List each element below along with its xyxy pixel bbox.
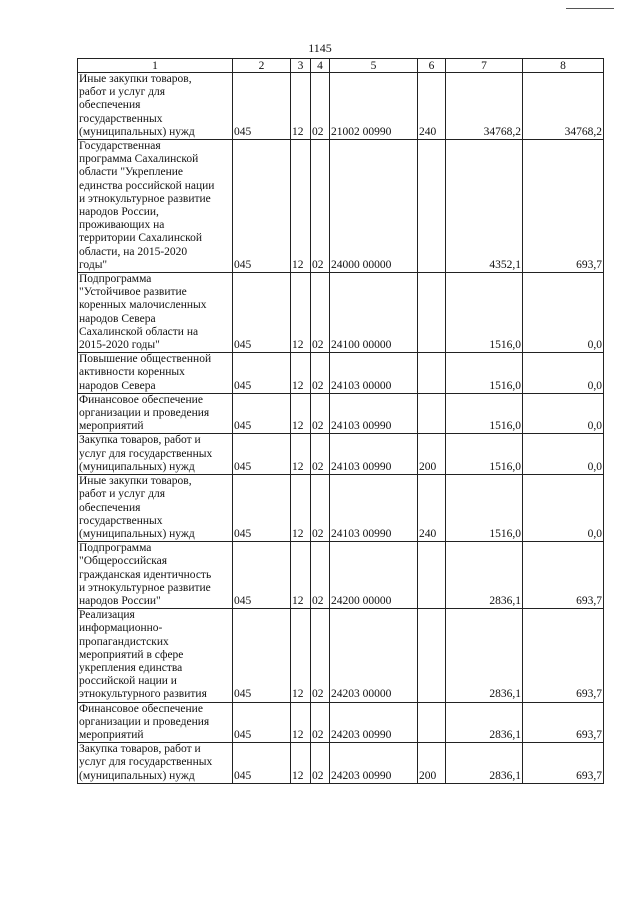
row-amount-col8: 0,0 — [523, 475, 604, 542]
row-section-code: 12 — [291, 542, 311, 609]
row-section-code: 12 — [291, 743, 311, 784]
row-subsection-code: 02 — [311, 353, 330, 394]
row-subsection-code: 02 — [311, 393, 330, 434]
row-amount-col8: 693,7 — [523, 140, 604, 273]
header-col-8: 8 — [523, 59, 604, 73]
table-header — [78, 59, 604, 73]
row-amount-col8: 0,0 — [523, 273, 604, 353]
row-department-code: 045 — [233, 743, 291, 784]
row-amount-col8: 34768,2 — [523, 73, 604, 140]
row-subsection-code: 02 — [311, 609, 330, 702]
table-row — [78, 702, 604, 743]
row-name: Иные закупки товаров, работ и услуг для обеспечения государственных (муниципальных) нужд — [78, 73, 233, 140]
row-name: Закупка товаров, работ и услуг для государственных (муниципальных) нужд — [78, 434, 233, 475]
row-expense-type-code: 200 — [418, 434, 446, 475]
header-col-1: 1 — [78, 59, 233, 73]
row-department-code: 045 — [233, 542, 291, 609]
table-row — [78, 140, 604, 273]
row-section-code: 12 — [291, 702, 311, 743]
page-number: 1145 — [308, 41, 332, 55]
row-target-article-code: 24103 00990 — [330, 393, 418, 434]
row-amount-col8: 693,7 — [523, 609, 604, 702]
row-section-code: 12 — [291, 353, 311, 394]
header-col-3: 3 — [291, 59, 311, 73]
table-row — [78, 273, 604, 353]
row-section-code: 12 — [291, 393, 311, 434]
row-name: Закупка товаров, работ и услуг для государственных (муниципальных) нужд — [78, 743, 233, 784]
row-department-code: 045 — [233, 140, 291, 273]
row-target-article-code: 24203 00990 — [330, 702, 418, 743]
budget-table — [77, 58, 604, 784]
row-amount-col7: 1516,0 — [446, 475, 523, 542]
row-name: Подпрограмма "Устойчивое развитие коренных малочисленных народов Севера Сахалинской области на 2015-2020 годы" — [78, 273, 233, 353]
row-amount-col7: 1516,0 — [446, 273, 523, 353]
table-row — [78, 609, 604, 702]
row-amount-col8: 0,0 — [523, 353, 604, 394]
row-expense-type-code: 200 — [418, 743, 446, 784]
row-subsection-code: 02 — [311, 140, 330, 273]
row-expense-type-code — [418, 542, 446, 609]
row-department-code: 045 — [233, 353, 291, 394]
row-target-article-code: 24100 00000 — [330, 273, 418, 353]
row-name: Государственная программа Сахалинской области "Укрепление единства российской нации и этнокультурное развитие народов России, проживающих на территории Сахалинской области, на 2015-2020 годы" — [78, 140, 233, 273]
row-amount-col7: 1516,0 — [446, 353, 523, 394]
row-amount-col8: 693,7 — [523, 702, 604, 743]
header-col-5: 5 — [330, 59, 418, 73]
row-expense-type-code — [418, 393, 446, 434]
row-section-code: 12 — [291, 140, 311, 273]
row-department-code: 045 — [233, 434, 291, 475]
row-section-code: 12 — [291, 475, 311, 542]
row-target-article-code: 24103 00990 — [330, 434, 418, 475]
row-name: Реализация информационно- пропагандистских мероприятий в сфере укрепления единства российской нации и этнокультурного развития — [78, 609, 233, 702]
table-row — [78, 743, 604, 784]
row-subsection-code: 02 — [311, 273, 330, 353]
table-row — [78, 434, 604, 475]
row-name: Подпрограмма "Общероссийская гражданская идентичность и этнокультурное развитие народов России" — [78, 542, 233, 609]
row-target-article-code: 24103 00000 — [330, 353, 418, 394]
row-amount-col7: 2836,1 — [446, 609, 523, 702]
row-name: Финансовое обеспечение организации и проведения мероприятий — [78, 393, 233, 434]
row-section-code: 12 — [291, 609, 311, 702]
row-amount-col7: 2836,1 — [446, 743, 523, 784]
top-rule — [566, 8, 614, 9]
row-name: Финансовое обеспечение организации и проведения мероприятий — [78, 702, 233, 743]
row-amount-col7: 4352,1 — [446, 140, 523, 273]
row-section-code: 12 — [291, 73, 311, 140]
row-target-article-code: 24203 00990 — [330, 743, 418, 784]
row-name: Повышение общественной активности коренных народов Севера — [78, 353, 233, 394]
row-amount-col7: 1516,0 — [446, 434, 523, 475]
row-target-article-code: 24000 00000 — [330, 140, 418, 273]
row-expense-type-code: 240 — [418, 73, 446, 140]
row-amount-col7: 2836,1 — [446, 542, 523, 609]
row-amount-col8: 693,7 — [523, 743, 604, 784]
row-expense-type-code — [418, 353, 446, 394]
row-expense-type-code: 240 — [418, 475, 446, 542]
header-col-2: 2 — [233, 59, 291, 73]
header-col-7: 7 — [446, 59, 523, 73]
row-department-code: 045 — [233, 273, 291, 353]
row-expense-type-code — [418, 702, 446, 743]
header-col-4: 4 — [311, 59, 330, 73]
row-name: Иные закупки товаров, работ и услуг для обеспечения государственных (муниципальных) нужд — [78, 475, 233, 542]
table-row — [78, 475, 604, 542]
table-row — [78, 542, 604, 609]
row-subsection-code: 02 — [311, 542, 330, 609]
row-subsection-code: 02 — [311, 475, 330, 542]
row-department-code: 045 — [233, 73, 291, 140]
row-target-article-code: 24200 00000 — [330, 542, 418, 609]
row-section-code: 12 — [291, 273, 311, 353]
row-target-article-code: 24203 00000 — [330, 609, 418, 702]
header-row — [78, 59, 604, 73]
row-subsection-code: 02 — [311, 702, 330, 743]
row-expense-type-code — [418, 609, 446, 702]
table-row — [78, 73, 604, 140]
row-department-code: 045 — [233, 393, 291, 434]
table-body — [78, 73, 604, 784]
row-amount-col8: 0,0 — [523, 393, 604, 434]
row-section-code: 12 — [291, 434, 311, 475]
row-department-code: 045 — [233, 609, 291, 702]
row-amount-col8: 0,0 — [523, 434, 604, 475]
row-amount-col7: 1516,0 — [446, 393, 523, 434]
row-target-article-code: 21002 00990 — [330, 73, 418, 140]
row-amount-col8: 693,7 — [523, 542, 604, 609]
row-amount-col7: 34768,2 — [446, 73, 523, 140]
row-amount-col7: 2836,1 — [446, 702, 523, 743]
row-department-code: 045 — [233, 702, 291, 743]
table-row — [78, 393, 604, 434]
row-target-article-code: 24103 00990 — [330, 475, 418, 542]
table-row — [78, 353, 604, 394]
row-subsection-code: 02 — [311, 434, 330, 475]
row-subsection-code: 02 — [311, 743, 330, 784]
header-col-6: 6 — [418, 59, 446, 73]
row-expense-type-code — [418, 140, 446, 273]
row-subsection-code: 02 — [311, 73, 330, 140]
row-department-code: 045 — [233, 475, 291, 542]
row-expense-type-code — [418, 273, 446, 353]
